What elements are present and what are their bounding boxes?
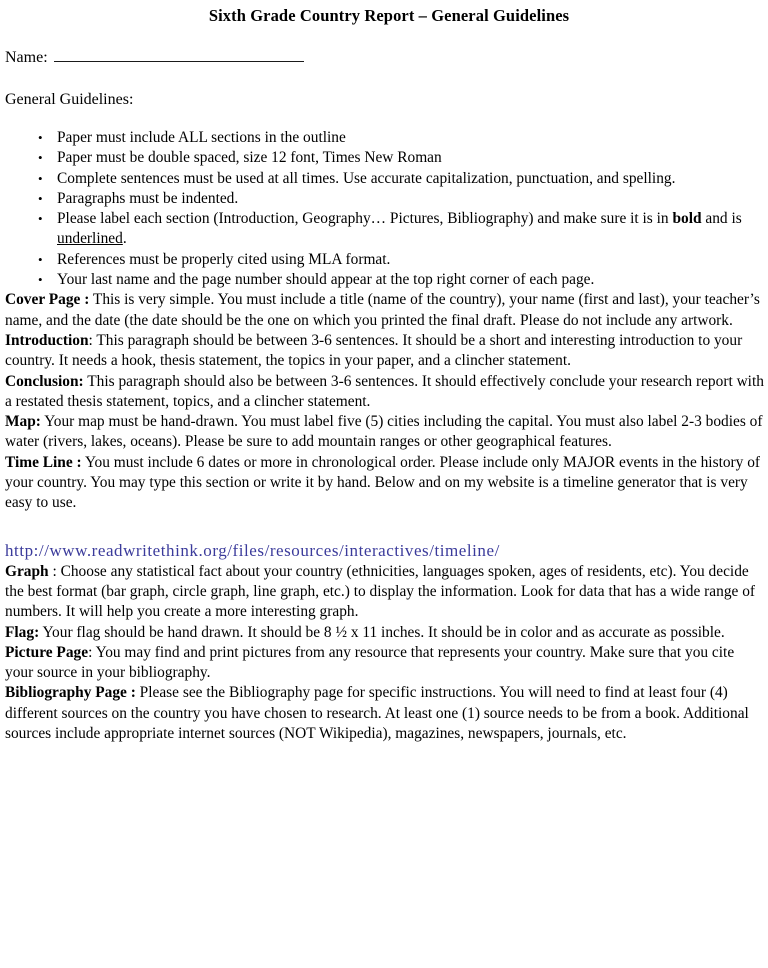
- section-body: This paragraph should also be between 3-6 sentences. It should effectively conclude your research report with a restated thesis statement, topics, and a clincher statement.: [5, 372, 764, 410]
- section-graph: [5, 562, 765, 623]
- name-blank-rule[interactable]: [54, 48, 304, 62]
- guideline-text: Paper must be double spaced, size 12 font, Times New Roman: [57, 149, 442, 167]
- guideline-text-lead: Please label each section (Introduction, Geography… Pictures, Bibliography) and make sure it is in: [57, 210, 673, 228]
- guideline-text: Your last name and the page number should appear at the top right corner of each page.: [57, 271, 595, 289]
- list-item: [5, 209, 765, 250]
- section-body: This is very simple. You must include a title (name of the country), your name (first and last), your teacher’s name, and the date (the date should be the one on which you printed the final draft. Please do not include any artwork.: [5, 291, 760, 329]
- list-item: [5, 169, 765, 189]
- guideline-text: Paper must include ALL sections in the outline: [57, 129, 346, 146]
- section-heading: Cover Page :: [5, 291, 90, 309]
- section-heading: Time Line :: [5, 453, 82, 471]
- list-item: [5, 128, 765, 148]
- section-conclusion: [5, 372, 765, 413]
- section-body: You must include 6 dates or more in chronological order. Please include only MAJOR events in the history of your country. You may type this section or write it by hand. Below and on my website is a timeline generator that is very easy to use.: [5, 453, 761, 512]
- section-heading: Bibliography Page :: [5, 684, 136, 702]
- document-body: [5, 48, 765, 744]
- section-cover-page: [5, 290, 765, 331]
- section-flag: [5, 623, 765, 643]
- section-bibliography-page: [5, 683, 765, 744]
- section-heading: Graph: [5, 562, 49, 580]
- section-picture-page: [5, 643, 765, 684]
- section-map: [5, 412, 765, 453]
- guideline-text: Complete sentences must be used at all times. Use accurate capitalization, punctuation, and spelling.: [57, 169, 676, 187]
- guideline-underlined-word: underlined: [57, 230, 123, 248]
- list-item: [5, 270, 765, 290]
- list-item: [5, 148, 765, 168]
- guideline-text-tail: .: [122, 230, 127, 248]
- section-body: : You may find and print pictures from any resource that represents your country. Make sure that you cite your source in your bibliography.: [5, 643, 735, 682]
- section-heading: Conclusion:: [5, 372, 84, 390]
- section-body: Please see the Bibliography page for specific instructions. You will need to find at least four (4) different sources on the country you have chosen to research. At least one (1) source needs to be from a book. Additional sources include appropriate internet sources (NOT Wikipedia), magazines, newspapers, journals, etc.: [5, 684, 749, 743]
- list-item: [5, 250, 765, 270]
- section-introduction: [5, 331, 765, 372]
- section-heading: Map:: [5, 413, 41, 431]
- guidelines-list: [5, 128, 765, 290]
- section-time-line: [5, 453, 765, 514]
- section-heading: Introduction: [5, 331, 89, 349]
- section-body: Your map must be hand-drawn. You must label five (5) cities including the capital. You must also label 2-3 bodies of water (rivers, lakes, oceans). Please be sure to add mountain ranges or other geographical features.: [5, 413, 763, 451]
- name-field-line: [5, 48, 765, 68]
- guideline-text: References must be properly cited using MLA format.: [57, 250, 391, 268]
- list-item: [5, 189, 765, 209]
- guideline-bold-word: bold: [672, 210, 702, 228]
- section-body: : This paragraph should be between 3-6 sentences. It should be a short and interesting introduction to your country. It needs a hook, thesis statement, the topics in your paper, and a clincher statement.: [5, 331, 743, 370]
- section-body: Your flag should be hand drawn. It should be 8 ½ x 11 inches. It should be in color and as accurate as possible.: [39, 623, 725, 641]
- section-body: : Choose any statistical fact about your country (ethnicities, languages spoken, ages of residents, etc). You decide the best format (bar graph, circle graph, line graph, etc.) to display the information. Look for data that has a wide range of numbers. It will help you create a more interesting graph.: [5, 562, 756, 621]
- section-heading: Picture Page: [5, 643, 89, 661]
- page-title: Sixth Grade Country Report – General Guidelines: [208, 6, 570, 25]
- section-heading: Flag:: [5, 623, 40, 641]
- document-page: [0, 6, 768, 968]
- general-guidelines-heading: General Guidelines:: [5, 91, 134, 108]
- guideline-text-middle: and is: [701, 210, 742, 228]
- timeline-generator-link[interactable]: http://www.readwritethink.org/files/resources/interactives/timeline/: [5, 540, 500, 560]
- guideline-text: Paragraphs must be indented.: [57, 189, 239, 207]
- name-label: Name:: [5, 49, 48, 66]
